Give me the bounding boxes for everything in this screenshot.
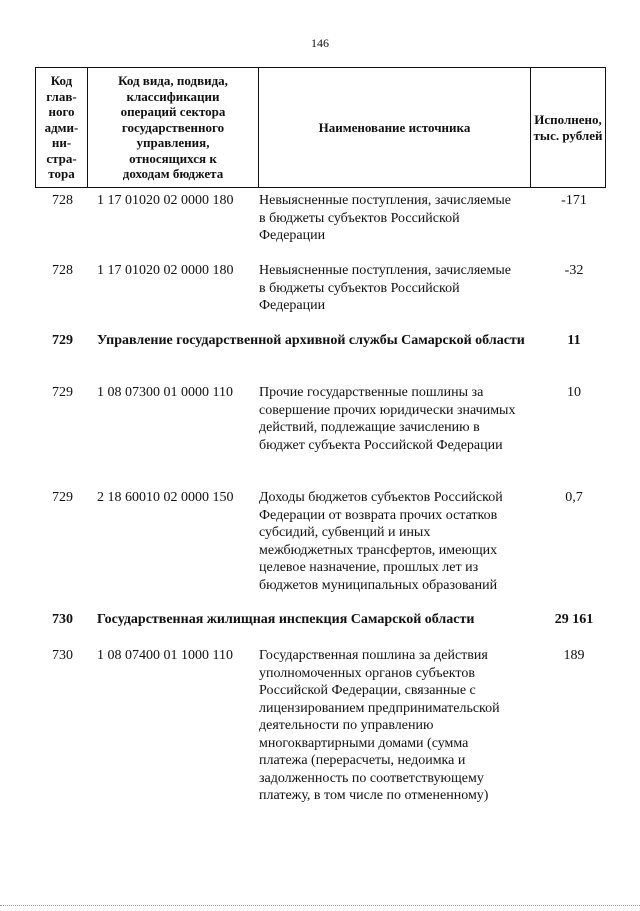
executed-amount: 0,7 [565, 490, 583, 505]
section-title: Государственная жилищная инспекция Самарской области [97, 612, 475, 627]
header-classification-code: Код вида, подвида, классификации операций сектора государственного управления, относящихся к доходам бюджета [88, 68, 259, 188]
table-row [35, 262, 605, 332]
source-name: Прочие государственные пошлины за совершение прочих юридически значимых действий, подлежащие зачислению в бюджет субъекта Российской Федерации [259, 385, 516, 453]
header-source-name: Наименование источника [259, 68, 531, 188]
table-row [35, 489, 605, 611]
admin-code: 730 [52, 612, 73, 627]
admin-code: 728 [52, 263, 73, 278]
classification-code: 1 17 01020 02 0000 180 [97, 193, 234, 208]
classification-code: 1 08 07300 01 0000 110 [97, 385, 233, 400]
scan-edge [0, 905, 640, 907]
section-row [35, 332, 605, 384]
executed-amount: 189 [563, 648, 585, 663]
table-body [35, 192, 605, 827]
header-executed-amount: Исполнено, тыс. рублей [531, 68, 606, 188]
table-header [35, 67, 606, 188]
header-admin-code: Код глав- ного адми- ни- стра- тора [36, 68, 88, 188]
executed-amount: 29 161 [554, 612, 594, 627]
executed-amount: -171 [561, 193, 587, 208]
table-row [35, 384, 605, 489]
table-row [35, 192, 605, 262]
table-row [35, 647, 605, 827]
admin-code: 730 [52, 648, 73, 663]
classification-code: 1 08 07400 01 1000 110 [97, 648, 233, 663]
admin-code: 728 [52, 193, 73, 208]
admin-code: 729 [52, 385, 73, 400]
source-name: Государственная пошлина за действия уполномоченных органов субъектов Российской Федерации, связанные с лицензированием предпринимательской деятельности по управлению многоквартирными домами (сумма платежа (перерасчеты, недоимка и задолженность по соответствующему платежу, в том числе по отмененному) [259, 648, 500, 803]
classification-code: 2 18 60010 02 0000 150 [97, 490, 234, 505]
classification-code: 1 17 01020 02 0000 180 [97, 263, 234, 278]
source-name: Невыясненные поступления, зачисляемые в бюджеты субъектов Российской Федерации [259, 263, 511, 313]
admin-code: 729 [52, 490, 73, 505]
admin-code: 729 [52, 333, 73, 348]
section-row [35, 611, 605, 647]
source-name: Невыясненные поступления, зачисляемые в бюджеты субъектов Российской Федерации [259, 193, 511, 243]
executed-amount: 10 [567, 385, 581, 400]
executed-amount: 11 [567, 333, 581, 348]
page-number: 146 [311, 36, 329, 50]
source-name: Доходы бюджетов субъектов Российской Федерации от возврата прочих остатков субсидий, субвенций и иных межбюджетных трансфертов, имеющих целевое назначение, прошлых лет из бюджетов муниципальных образований [259, 490, 503, 593]
section-title: Управление государственной архивной службы Самарской области [97, 333, 525, 348]
executed-amount: -32 [564, 263, 584, 278]
